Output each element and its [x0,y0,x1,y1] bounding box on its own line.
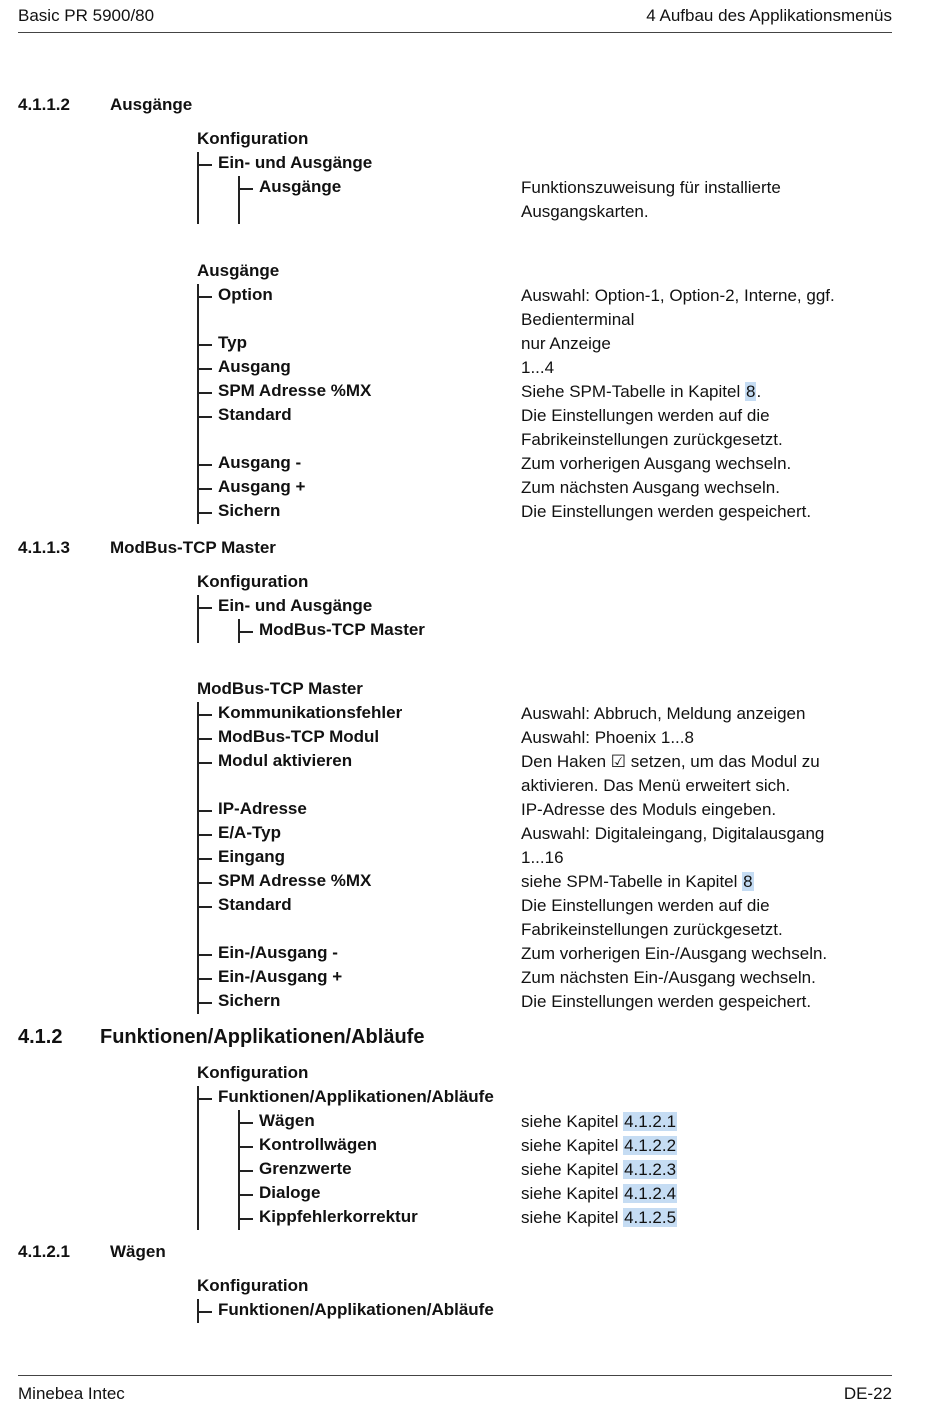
section-number: 4.1.2 [18,1026,63,1048]
tree-branch [238,1194,253,1196]
tree-row [0,1062,950,1086]
menu-item-label: Standard [218,405,292,424]
description-text: siehe Kapitel [521,1136,624,1155]
tree-row [0,990,950,1014]
tree-branch [197,762,212,764]
tree-branch [197,344,212,346]
menu-path-root: Konfiguration [197,572,309,591]
menu-item-label: SPM Adresse %MX [218,381,372,400]
tree-row [0,1158,950,1182]
tree-row [0,1086,950,1110]
tree-row [0,595,950,619]
item-description: Auswahl: Option-1, Option-2, Interne, ggf. [521,286,835,305]
section-title: ModBus-TCP Master [110,538,276,557]
menu-item-label: Standard [218,895,292,914]
tree-row [0,678,950,702]
chapter-link[interactable]: 8 [743,872,753,891]
chapter-link[interactable]: 4.1.2.2 [624,1136,677,1155]
menu-item-label: Option [218,285,273,304]
description-text: siehe Kapitel [521,1160,624,1179]
tree-row [0,452,950,476]
tree-branch [197,488,212,490]
tree-branch [197,714,212,716]
menu-path-level1: Ein- und Ausgänge [218,153,373,172]
tree-row [0,1182,950,1206]
menu-item-label: Ausgang [218,357,291,376]
tree-row [0,942,950,966]
item-description: nur Anzeige [521,334,611,353]
description-text: . [756,382,762,401]
menu-path-level2: ModBus-TCP Master [259,620,425,639]
menu-path-level1: Ein- und Ausgänge [218,596,373,615]
item-description: 1...4 [521,358,555,377]
tree-branch [238,631,253,633]
tree-row [0,702,950,726]
tree-row [0,1134,950,1158]
menu-item-label: ModBus-TCP Modul [218,727,380,746]
header-chapter-title: 4 Aufbau des Applikationsmenüs [646,6,892,25]
menu-item-label: Kontrollwägen [259,1135,378,1154]
menu-item-label: Eingang [218,847,286,866]
menu-path-level1: Funktionen/Applikationen/Abläufe [218,1087,494,1106]
tree-row [0,500,950,524]
menu-item-label: IP-Adresse [218,799,307,818]
item-description [521,1208,677,1228]
tree-row [0,822,950,846]
tree-branch [197,834,212,836]
item-description: IP-Adresse des Moduls eingeben. [521,800,777,819]
menu-item-label: Typ [218,333,247,352]
tree-branch [197,464,212,466]
description-text: siehe Kapitel [521,1184,624,1203]
item-description [521,1112,677,1132]
menu-item-label: Grenzwerte [259,1159,352,1178]
menu-path-root: Konfiguration [197,1063,309,1082]
item-description: Auswahl: Abbruch, Meldung anzeigen [521,704,806,723]
tree-row [0,260,950,284]
item-description: Fabrikeinstellungen zurückgesetzt. [521,920,783,939]
tree-row [0,428,950,452]
chapter-link[interactable]: 4.1.2.3 [624,1160,677,1179]
item-description: Die Einstellungen werden auf die [521,896,770,915]
tree-branch [197,978,212,980]
section-title: Wägen [110,1242,166,1261]
tree-branch [197,738,212,740]
tree-row [0,1206,950,1230]
tree-branch [197,954,212,956]
chapter-link[interactable]: 4.1.2.1 [624,1112,677,1131]
menu-path-root: Konfiguration [197,1276,309,1295]
footer-rule [18,1375,892,1376]
item-description: Zum nächsten Ein-/Ausgang wechseln. [521,968,816,987]
tree-branch [197,810,212,812]
menu-root: ModBus-TCP Master [197,679,363,698]
item-description: Die Einstellungen werden gespeichert. [521,992,812,1011]
item-description: Zum vorherigen Ein-/Ausgang wechseln. [521,944,828,963]
tree-row [0,152,950,176]
chapter-link[interactable]: 4.1.2.5 [624,1208,677,1227]
tree-row [0,176,950,200]
chapter-link[interactable]: 4.1.2.4 [624,1184,677,1203]
menu-path-level2: Ausgänge [259,177,342,196]
menu-item-label: Kommunikationsfehler [218,703,403,722]
menu-item-label: Ausgang - [218,453,302,472]
tree-row [0,1299,950,1323]
tree-branch [197,512,212,514]
item-description: Auswahl: Digitaleingang, Digitalausgang [521,824,825,843]
item-description: Auswahl: Phoenix 1...8 [521,728,694,747]
item-description: aktivieren. Das Menü erweitert sich. [521,776,791,795]
tree-branch [197,296,212,298]
menu-item-label: Sichern [218,501,281,520]
tree-row [0,128,950,152]
footer-page-number: DE-22 [843,1384,892,1403]
item-description: Zum vorherigen Ausgang wechseln. [521,454,792,473]
tree-row [0,1275,950,1299]
item-description [521,872,754,892]
item-description [521,1160,677,1180]
tree-branch [197,882,212,884]
tree-branch [197,1311,212,1313]
section-number: 4.1.1.3 [18,538,70,557]
tree-row [0,284,950,308]
tree-row [0,200,950,224]
tree-row [0,726,950,750]
tree-row [0,332,950,356]
tree-row [0,476,950,500]
tree-row [0,308,950,332]
tree-branch [238,1218,253,1220]
tree-branch [197,368,212,370]
item-description: 1...16 [521,848,564,867]
tree-row [0,918,950,942]
tree-branch [238,1122,253,1124]
tree-row [0,870,950,894]
tree-row [0,571,950,595]
menu-item-label: Kippfehlerkorrektur [259,1207,418,1226]
description-text: Siehe SPM-Tabelle in Kapitel [521,382,745,401]
menu-item-label: Ein-/Ausgang + [218,967,343,986]
menu-item-label: Wägen [259,1111,315,1130]
tree-row [0,404,950,428]
item-description: Den Haken ☑ setzen, um das Modul zu [521,752,820,771]
tree-row [0,774,950,798]
section-title: Funktionen/Applikationen/Abläufe [100,1026,425,1048]
tree-branch [197,1002,212,1004]
item-description: Fabrikeinstellungen zurückgesetzt. [521,430,783,449]
tree-row [0,894,950,918]
menu-root: Ausgänge [197,261,280,280]
tree-row [0,750,950,774]
description-text: siehe Kapitel [521,1112,624,1131]
tree-branch [197,392,212,394]
menu-item-label: Ausgang + [218,477,306,496]
menu-item-label: Modul aktivieren [218,751,353,770]
item-description: Die Einstellungen werden auf die [521,406,770,425]
item-description [521,1184,677,1204]
tree-row [0,1110,950,1134]
tree-branch [238,1146,253,1148]
footer-company: Minebea Intec [18,1384,125,1403]
description-text: siehe Kapitel [521,1208,624,1227]
section-number: 4.1.2.1 [18,1242,70,1261]
menu-path-root: Konfiguration [197,129,309,148]
section-title: Ausgänge [110,95,193,114]
tree-branch [197,858,212,860]
menu-path-level1: Funktionen/Applikationen/Abläufe [218,1300,494,1319]
item-description [521,382,761,402]
item-description [521,1136,677,1156]
header-doc-title: Basic PR 5900/80 [18,6,155,25]
item-description: Ausgangskarten. [521,202,649,221]
menu-item-label: Dialoge [259,1183,321,1202]
menu-item-label: Ein-/Ausgang - [218,943,338,962]
tree-branch [238,1170,253,1172]
menu-item-label: Sichern [218,991,281,1010]
tree-branch [197,906,212,908]
item-description: Zum nächsten Ausgang wechseln. [521,478,780,497]
tree-row [0,846,950,870]
section-number: 4.1.1.2 [18,95,70,114]
tree-row [0,356,950,380]
chapter-link[interactable]: 8 [745,382,756,401]
item-description: Funktionszuweisung für installierte [521,178,781,197]
tree-branch [197,416,212,418]
tree-branch [197,1098,212,1100]
item-description: Bedienterminal [521,310,635,329]
tree-row [0,966,950,990]
tree-branch [197,164,212,166]
header-rule [18,32,892,33]
tree-row [0,380,950,404]
description-text: siehe SPM-Tabelle in Kapitel [521,872,743,891]
tree-branch [197,607,212,609]
item-description: Die Einstellungen werden gespeichert. [521,502,812,521]
menu-item-label: E/A-Typ [218,823,281,842]
tree-branch [238,188,253,190]
menu-item-label: SPM Adresse %MX [218,871,372,890]
tree-row [0,619,950,643]
tree-row [0,798,950,822]
